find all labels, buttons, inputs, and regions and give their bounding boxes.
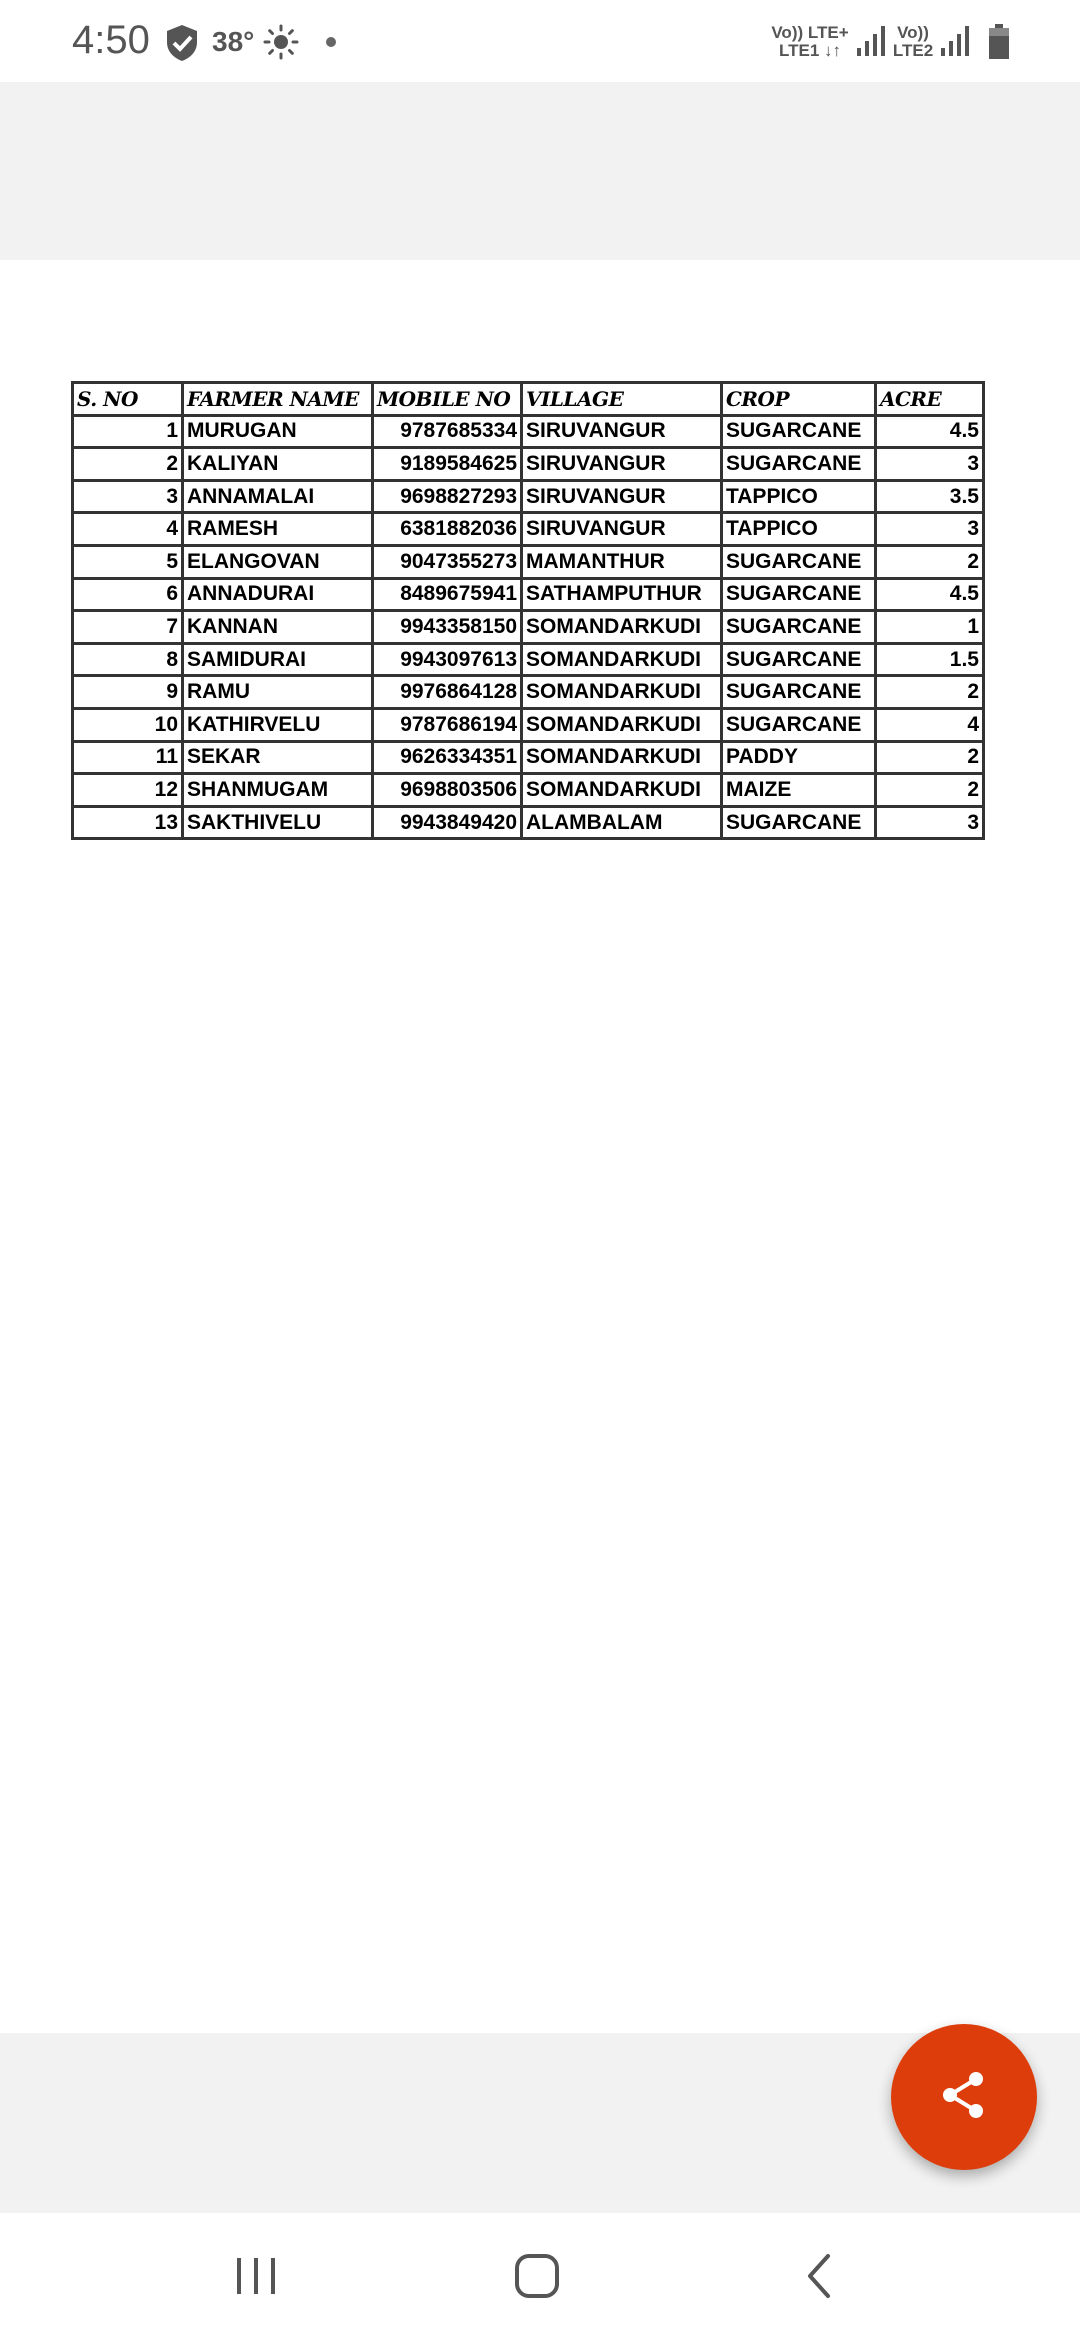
cell-village: SIRUVANGUR — [522, 513, 722, 546]
cell-sno: 10 — [73, 708, 183, 741]
cell-acre: 4 — [876, 708, 984, 741]
header-mobile: MOBILE NO — [373, 383, 522, 416]
table-row — [73, 806, 984, 839]
cell-sno: 9 — [73, 676, 183, 709]
cell-mobile: 9943849420 — [373, 806, 522, 839]
table-row — [73, 774, 984, 807]
cell-crop: SUGARCANE — [722, 545, 876, 578]
cell-village: MAMANTHUR — [522, 545, 722, 578]
signal-icon — [856, 22, 886, 63]
cell-mobile: 9787686194 — [373, 708, 522, 741]
shield-check-icon — [165, 24, 199, 67]
cell-name: MURUGAN — [183, 415, 373, 448]
cell-crop: TAPPICO — [722, 480, 876, 513]
cell-name: ANNAMALAI — [183, 480, 373, 513]
table-row — [73, 741, 984, 774]
cell-crop: SUGARCANE — [722, 643, 876, 676]
cell-name: RAMESH — [183, 513, 373, 546]
cell-acre: 3.5 — [876, 480, 984, 513]
cell-mobile: 9698827293 — [373, 480, 522, 513]
table-header-row — [73, 383, 984, 416]
cell-name: ELANGOVAN — [183, 545, 373, 578]
cell-name: KANNAN — [183, 611, 373, 644]
cell-sno: 1 — [73, 415, 183, 448]
cell-village: SATHAMPUTHUR — [522, 578, 722, 611]
cell-acre: 1 — [876, 611, 984, 644]
cell-crop: SUGARCANE — [722, 578, 876, 611]
cell-acre: 4.5 — [876, 578, 984, 611]
cell-name: SEKAR — [183, 741, 373, 774]
table-row — [73, 611, 984, 644]
status-bar — [0, 0, 1080, 82]
header-sno: S. NO — [73, 383, 183, 416]
cell-acre: 3 — [876, 448, 984, 481]
cell-sno: 13 — [73, 806, 183, 839]
cell-name: ANNADURAI — [183, 578, 373, 611]
cell-name: SHANMUGAM — [183, 774, 373, 807]
notification-dot — [326, 37, 336, 47]
cell-mobile: 6381882036 — [373, 513, 522, 546]
sim1-label: Vo)) LTE+ LTE1 ↓↑ — [771, 23, 849, 60]
cell-mobile: 9047355273 — [373, 545, 522, 578]
cell-sno: 2 — [73, 448, 183, 481]
cell-mobile: 9976864128 — [373, 676, 522, 709]
table-row — [73, 415, 984, 448]
cell-mobile: 8489675941 — [373, 578, 522, 611]
cell-acre: 2 — [876, 774, 984, 807]
cell-mobile: 9943358150 — [373, 611, 522, 644]
cell-sno: 6 — [73, 578, 183, 611]
table-row — [73, 578, 984, 611]
table-row — [73, 545, 984, 578]
cell-name: RAMU — [183, 676, 373, 709]
cell-sno: 7 — [73, 611, 183, 644]
back-icon — [804, 2253, 834, 2304]
signal-icon — [940, 22, 970, 63]
cell-sno: 8 — [73, 643, 183, 676]
cell-sno: 5 — [73, 545, 183, 578]
cell-crop: SUGARCANE — [722, 611, 876, 644]
battery-icon — [988, 24, 1010, 60]
cell-crop: SUGARCANE — [722, 676, 876, 709]
cell-sno: 11 — [73, 741, 183, 774]
cell-acre: 2 — [876, 545, 984, 578]
table-row — [73, 513, 984, 546]
viewer-top-band — [0, 82, 1080, 260]
cell-name: KALIYAN — [183, 448, 373, 481]
cell-acre: 3 — [876, 806, 984, 839]
share-icon — [938, 2069, 990, 2126]
cell-name: SAMIDURAI — [183, 643, 373, 676]
cell-acre: 3 — [876, 513, 984, 546]
cell-crop: SUGARCANE — [722, 448, 876, 481]
header-farmer-name: FARMER NAME — [183, 383, 373, 416]
sim2-label: Vo)) LTE2 — [892, 23, 934, 60]
clock: 4:50 — [72, 18, 150, 62]
cell-crop: SUGARCANE — [722, 806, 876, 839]
cell-village: SOMANDARKUDI — [522, 774, 722, 807]
temperature: 38° — [212, 26, 255, 57]
cell-crop: PADDY — [722, 741, 876, 774]
cell-acre: 1.5 — [876, 643, 984, 676]
cell-village: ALAMBALAM — [522, 806, 722, 839]
table-row — [73, 480, 984, 513]
cell-mobile: 9626334351 — [373, 741, 522, 774]
cell-crop: SUGARCANE — [722, 415, 876, 448]
cell-village: SOMANDARKUDI — [522, 708, 722, 741]
cell-village: SIRUVANGUR — [522, 480, 722, 513]
home-button[interactable] — [507, 2253, 567, 2303]
cell-mobile: 9943097613 — [373, 643, 522, 676]
cell-mobile: 9787685334 — [373, 415, 522, 448]
cell-village: SIRUVANGUR — [522, 415, 722, 448]
cell-acre: 4.5 — [876, 415, 984, 448]
cell-sno: 4 — [73, 513, 183, 546]
table-row — [73, 448, 984, 481]
cell-acre: 2 — [876, 741, 984, 774]
cell-village: SOMANDARKUDI — [522, 611, 722, 644]
header-village: VILLAGE — [522, 383, 722, 416]
navigation-bar — [0, 2213, 1080, 2340]
cell-mobile: 9698803506 — [373, 774, 522, 807]
cell-name: KATHIRVELU — [183, 708, 373, 741]
recent-apps-button[interactable] — [226, 2253, 286, 2303]
table-row — [73, 676, 984, 709]
header-acre: ACRE — [876, 383, 984, 416]
cell-crop: MAIZE — [722, 774, 876, 807]
cell-acre: 2 — [876, 676, 984, 709]
cell-village: SOMANDARKUDI — [522, 741, 722, 774]
cell-mobile: 9189584625 — [373, 448, 522, 481]
farmer-table — [71, 381, 985, 840]
cell-crop: SUGARCANE — [722, 708, 876, 741]
table-row — [73, 708, 984, 741]
cell-sno: 3 — [73, 480, 183, 513]
header-crop: CROP — [722, 383, 876, 416]
cell-name: SAKTHIVELU — [183, 806, 373, 839]
cell-village: SOMANDARKUDI — [522, 643, 722, 676]
cell-village: SOMANDARKUDI — [522, 676, 722, 709]
back-button[interactable] — [789, 2253, 849, 2303]
recent-apps-icon — [235, 2256, 277, 2301]
table-row — [73, 643, 984, 676]
sun-icon — [263, 24, 299, 65]
cell-crop: TAPPICO — [722, 513, 876, 546]
cell-sno: 12 — [73, 774, 183, 807]
share-button[interactable] — [891, 2024, 1037, 2170]
home-icon — [514, 2253, 560, 2304]
cell-village: SIRUVANGUR — [522, 448, 722, 481]
